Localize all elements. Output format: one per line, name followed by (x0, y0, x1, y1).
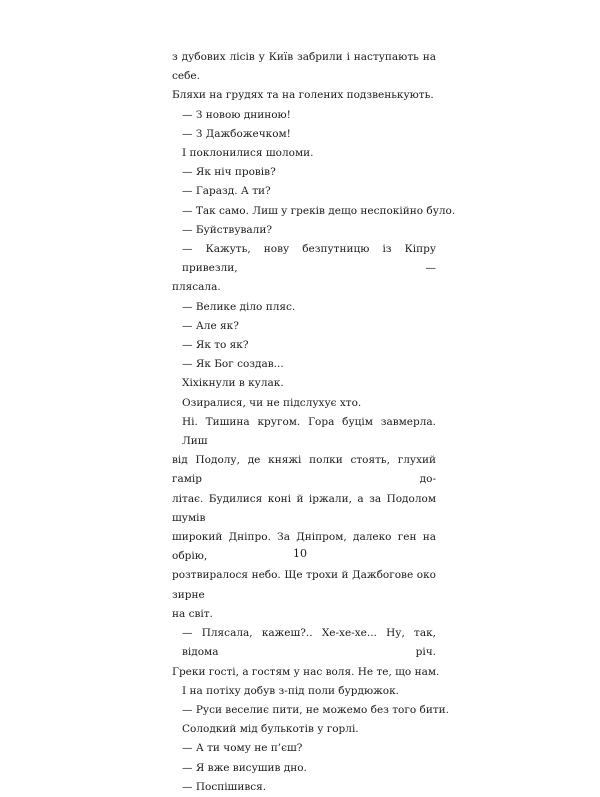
text-line: Греки гості, а гостям у нас воля. Не те, що нам. (172, 665, 440, 678)
text-line: Озиралися, чи не підслухує хто. (182, 396, 362, 409)
text-line: І на потіху добув з-під поли бурдюжок. (182, 684, 400, 697)
text-line: — Велике діло пляс. (182, 300, 296, 313)
text-line: — Руси веселиє пити, не можемо без того бити. (182, 703, 449, 716)
text-line: — Як Бог создав... (182, 358, 284, 371)
text-line: — Як ніч провів? (182, 166, 276, 179)
text-line: — З Дажбожечком! (182, 127, 291, 140)
text-line: — Я вже висушив дно. (182, 761, 307, 774)
text-line: — Але як? (182, 319, 239, 332)
text-line: — З новою дниною! (182, 108, 291, 121)
text-line: — Кажуть, нову безпутницю із Кіпру привезли, — (182, 243, 436, 275)
text-line: Бляхи на грудях та на голених подзвенькують. (172, 89, 434, 102)
page-body-text (172, 48, 456, 797)
text-line: широкий Дніпро. За Дніпром, далеко ген на обрію, (172, 531, 436, 563)
text-line: Хіхікнули в кулак. (182, 377, 284, 390)
text-line: — А ти чому не п’єш? (182, 742, 303, 755)
text-line: плясала. (172, 281, 221, 294)
text-line: І поклонилися шоломи. (182, 147, 314, 160)
text-line: з дубових лісів у Київ забрили і наступають на себе. (172, 51, 436, 83)
text-line: від Подолу, де княжі полки стоять, глухий гамір до- (172, 454, 436, 486)
text-line: розтвиралося небо. Ще трохи й Дажбогове око зирне (172, 569, 436, 601)
text-line: — Як то як? (182, 339, 249, 352)
text-line: — Плясала, кажеш?.. Хе-хе-хе... Ну, так, відома річ. (182, 627, 436, 659)
text-line: — Так само. Лиш у греків дещо неспокійно було. (182, 204, 456, 217)
text-line: — Гаразд. А ти? (182, 185, 271, 198)
text-line: на світ. (172, 607, 213, 620)
text-line: — Поспішився. (182, 780, 267, 793)
text-line: Солодкий мід булькотів у горлі. (182, 723, 359, 736)
text-line: літає. Будилися коні й іржали, а за Подолом шумів (172, 492, 436, 524)
text-line: Ні. Тишина кругом. Гора буцім завмерла. Лиш (182, 415, 436, 448)
text-line: — Буйствували? (182, 223, 272, 236)
page-number: 10 (293, 547, 307, 560)
